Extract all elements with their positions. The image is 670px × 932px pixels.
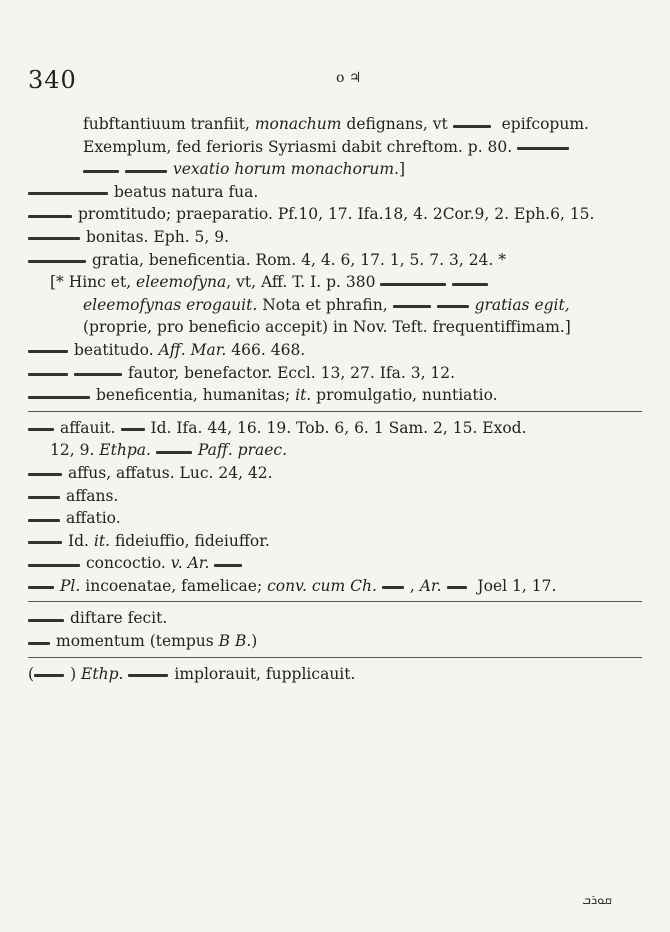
entry-line (28, 203, 642, 226)
entry-line (28, 271, 642, 294)
syriac-word (121, 423, 145, 434)
syriac-word (125, 165, 167, 176)
entry-line (28, 339, 642, 362)
syriac-word (380, 278, 446, 289)
entry-text: B B. (218, 632, 252, 651)
entry-line (28, 552, 642, 575)
entry-line (28, 316, 642, 339)
entry-text: beatitudo. (74, 340, 159, 359)
entry-text: incoenatae, famelicae; (80, 576, 268, 595)
entry-line (28, 417, 642, 440)
entry-text: it. (93, 531, 111, 550)
entry-text: Pl. (60, 576, 81, 595)
entry-line (28, 607, 642, 630)
entry-text: beneficentia, humanitas; (96, 386, 296, 405)
syriac-word (28, 637, 50, 648)
syriac-word (28, 391, 90, 402)
entry-line (28, 663, 642, 686)
entry-text: epifcopum. (496, 115, 589, 133)
entry-line (28, 113, 642, 136)
entry-line (28, 530, 642, 553)
entry-text: affans. (66, 486, 119, 505)
entry-line (28, 485, 642, 508)
entry-text: [* Hinc et, (50, 273, 137, 292)
catchword: ܩܘܪܒ (582, 893, 612, 908)
entry-text: Joel 1, 17. (472, 576, 557, 595)
entry-text: beatus natura fua. (114, 182, 259, 201)
entry-line (28, 462, 642, 485)
syriac-word (128, 669, 168, 680)
entry-text: eleemofyna (136, 273, 227, 292)
entry-text: concoctio. (86, 554, 171, 573)
entry-text: promulgatio, nuntiatio. (311, 386, 498, 405)
entry-text: Id. (68, 531, 94, 550)
entry-text: affauit. (60, 418, 121, 437)
entry-line (28, 181, 642, 204)
entry-text: , vt, Aff. T. I. p. 380 (226, 273, 381, 292)
syriac-word (393, 300, 431, 311)
entry-text: 12, 9. (50, 441, 100, 460)
entry-text: ) (70, 664, 82, 683)
syriac-word (83, 165, 119, 176)
entry-text: momentum (tempus (56, 632, 219, 651)
entry-text: fideiuffio, fideiuffor. (110, 531, 270, 550)
entry-text: Ar. (419, 576, 442, 595)
entry-text: (proprie, pro beneficio accepit) in Nov. Teft. frequentiffimam.] (83, 318, 571, 337)
section-rule (28, 411, 642, 412)
syriac-word (28, 345, 68, 356)
entry-text: Aff. Mar. (158, 340, 227, 359)
entry-line (28, 294, 642, 317)
entry-text: defignans, vt (341, 115, 453, 133)
syriac-word (156, 446, 192, 457)
entry-text: affus, affatus. Luc. 24, 42. (68, 463, 273, 482)
entry-text: affatio. (66, 509, 121, 528)
entry-text: fubftantiuum tranfiit, (83, 115, 255, 133)
syriac-word (382, 581, 404, 592)
syriac-word (28, 255, 86, 266)
entry-text: conv. cum Ch. (267, 576, 377, 595)
entry-line (28, 362, 642, 385)
entry-text: implorauit, fupplicauit. (174, 664, 356, 683)
entry-text: v. Ar. (170, 554, 210, 573)
entry-text: Exemplum, fed ferioris Syriasmi dabit chreftom. p. 80. (83, 137, 518, 156)
syriac-word (74, 368, 122, 379)
entry-line (28, 136, 642, 159)
syriac-word (28, 187, 108, 198)
page-number: 340 (28, 66, 77, 94)
syriac-word (452, 278, 488, 289)
entry-text: diftare fecit. (70, 609, 168, 628)
section-rule (28, 657, 642, 658)
entry-text: it. (295, 386, 312, 405)
lexicon-entries (28, 113, 642, 685)
syriac-word (28, 581, 54, 592)
entry-text: ) (251, 632, 258, 651)
entry-text: vexatio horum monachorum. (173, 160, 399, 179)
entry-text: gratia, beneficentia. Rom. 4, 4. 6, 17. 1, 5. 7. 3, 24. * (92, 250, 507, 269)
entry-text: Id. Ifa. 44, 16. 19. Tob. 6, 6. 1 Sam. 2, 15. Exod. (150, 418, 527, 437)
entry-line (28, 439, 642, 462)
section-rule (28, 601, 642, 602)
entry-line (28, 226, 642, 249)
syriac-word (28, 514, 60, 525)
syriac-word (214, 559, 242, 570)
syriac-word (517, 142, 569, 153)
entry-line (28, 630, 642, 653)
syriac-word (28, 210, 72, 221)
entry-text: eleemofynas erogauit. (83, 295, 258, 314)
syriac-word (28, 559, 80, 570)
syriac-word (28, 614, 64, 625)
entry-text: bonitas. Eph. 5, 9. (86, 227, 230, 246)
syriac-word (28, 423, 54, 434)
running-head: ο ♃ (336, 70, 362, 86)
entry-text: , (409, 576, 420, 595)
entry-line (28, 575, 642, 598)
entry-text: fautor, benefactor. Eccl. 13, 27. Ifa. 3, 12. (128, 363, 456, 382)
entry-text: ( (28, 664, 35, 683)
entry-line (28, 384, 642, 407)
entry-line (28, 507, 642, 530)
syriac-word (447, 581, 467, 592)
entry-line (28, 249, 642, 272)
entry-text: Ethpa. (99, 441, 151, 460)
entry-text: Nota et phrafin, (257, 295, 393, 314)
syriac-word (34, 669, 64, 680)
entry-text: 466. 468. (226, 340, 306, 359)
entry-text: Paff. praec. (197, 441, 288, 460)
entry-text: ] (398, 160, 406, 179)
syriac-word (28, 232, 80, 243)
entry-line (28, 158, 642, 181)
entry-text: Ethp. (81, 664, 124, 683)
syriac-word (437, 300, 469, 311)
syriac-word (28, 368, 68, 379)
entry-text: gratias egit, (474, 295, 570, 314)
syriac-word (28, 468, 62, 479)
syriac-word (453, 120, 491, 131)
entry-text: promtitudo; praeparatio. Pf.10, 17. Ifa.18, 4. 2Cor.9, 2. Eph.6, 15. (78, 205, 595, 224)
entry-text: monachum (254, 115, 342, 133)
syriac-word (28, 491, 60, 502)
syriac-word (28, 536, 62, 547)
